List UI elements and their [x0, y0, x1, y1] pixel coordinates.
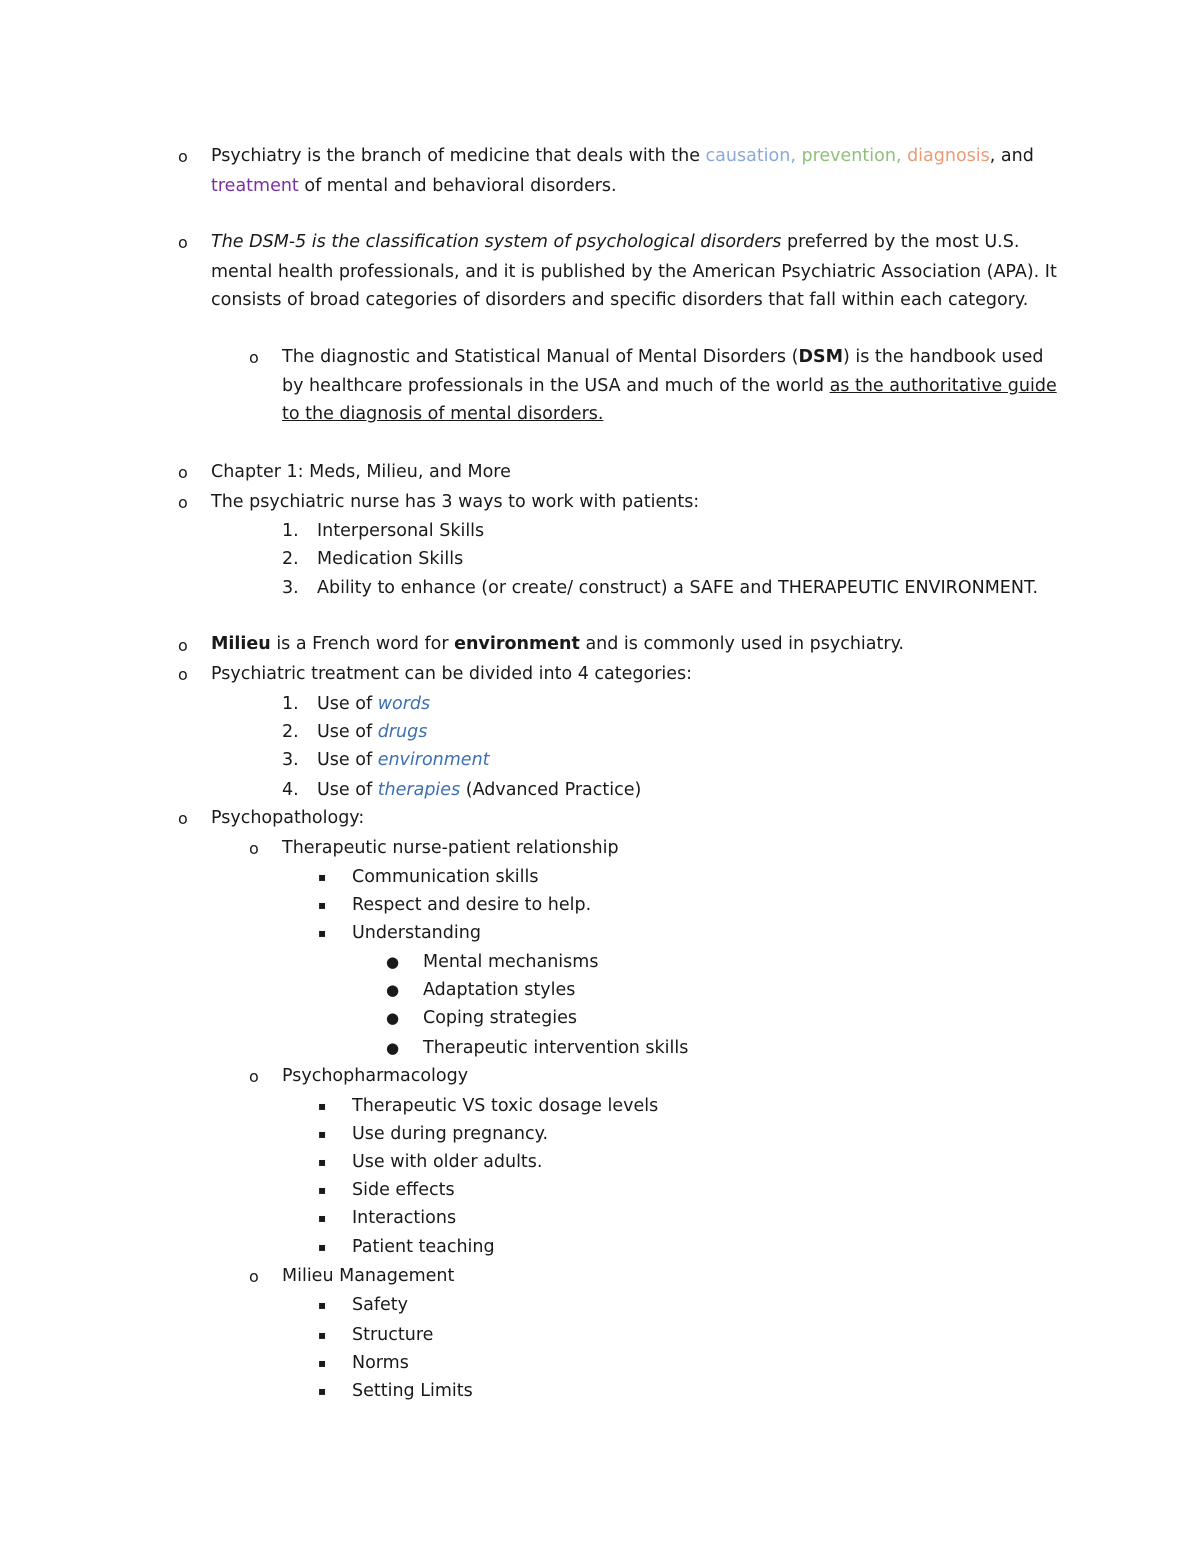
list-number: 3.: [282, 750, 299, 770]
list-item: Norms: [352, 1353, 409, 1373]
list-item: Mental mechanisms: [423, 952, 599, 972]
dsm-line3: to the diagnosis of mental disorders.: [282, 404, 604, 424]
dsm-line2: by healthcare professionals in the USA and much of the world as the authoritative guide: [282, 376, 1057, 396]
dsm5-line1: The DSM-5 is the classification system of psychological disorders preferred by the most U.S.: [211, 232, 1020, 252]
list-item: Respect and desire to help.: [352, 895, 592, 915]
square-bullet: ▪: [318, 1127, 327, 1141]
circle-bullet: o: [178, 809, 188, 828]
dsm5-line2: mental health professionals, and it is published by the American Psychiatric Association (APA). It: [211, 262, 1057, 282]
square-bullet: ▪: [318, 1155, 327, 1169]
square-bullet: ▪: [318, 1099, 327, 1113]
list-item: Interactions: [352, 1208, 457, 1228]
dot-bullet: ●: [386, 981, 400, 999]
psychiatry-definition-line1: Psychiatry is the branch of medicine that deals with the causation, prevention, diagnosis, and: [211, 146, 1034, 166]
list-item: Understanding: [352, 923, 481, 943]
square-bullet: ▪: [318, 1240, 327, 1254]
square-bullet: ▪: [318, 1356, 327, 1370]
square-bullet: ▪: [318, 1298, 327, 1312]
dsm-abbrev: DSM: [798, 347, 843, 367]
list-number: 2.: [282, 722, 299, 742]
dot-bullet: ●: [386, 1009, 400, 1027]
list-number: 2.: [282, 549, 299, 569]
dsm-line1: The diagnostic and Statistical Manual of Mental Disorders (DSM) is the handbook used: [282, 347, 1044, 367]
list-item: Structure: [352, 1325, 434, 1345]
psychopathology-title: Psychopathology:: [211, 808, 365, 828]
list-item: Therapeutic VS toxic dosage levels: [352, 1096, 659, 1116]
circle-bullet: o: [249, 1267, 259, 1286]
pharm-title: Psychopharmacology: [282, 1066, 469, 1086]
square-bullet: ▪: [318, 1328, 327, 1342]
nurse-ways-intro: The psychiatric nurse has 3 ways to work with patients:: [211, 492, 700, 512]
list-item: Medication Skills: [317, 549, 464, 569]
square-bullet: ▪: [318, 926, 327, 940]
list-number: 1.: [282, 694, 299, 714]
term-prevention: prevention,: [801, 146, 902, 166]
square-bullet: ▪: [318, 898, 327, 912]
list-number: 1.: [282, 521, 299, 541]
square-bullet: ▪: [318, 870, 327, 884]
list-item: Setting Limits: [352, 1381, 473, 1401]
list-item: Use during pregnancy.: [352, 1124, 549, 1144]
circle-bullet: o: [178, 233, 188, 252]
treatment-intro: Psychiatric treatment can be divided into 4 categories:: [211, 664, 693, 684]
list-item: Use of words: [317, 694, 431, 714]
list-item: Patient teaching: [352, 1237, 495, 1257]
psychiatry-definition-line2: treatment of mental and behavioral disorders.: [211, 176, 617, 196]
list-number: 3.: [282, 578, 299, 598]
list-item: Coping strategies: [423, 1008, 578, 1028]
dot-bullet: ●: [386, 1039, 400, 1057]
square-bullet: ▪: [318, 1211, 327, 1225]
term-causation: causation,: [705, 146, 796, 166]
milieu-mgmt-title: Milieu Management: [282, 1266, 455, 1286]
list-item: Adaptation styles: [423, 980, 576, 1000]
square-bullet: ▪: [318, 1183, 327, 1197]
list-item: Communication skills: [352, 867, 539, 887]
term-treatment: treatment: [211, 176, 299, 196]
list-item: Use with older adults.: [352, 1152, 543, 1172]
circle-bullet: o: [178, 493, 188, 512]
dot-bullet: ●: [386, 953, 400, 971]
list-number: 4.: [282, 780, 299, 800]
circle-bullet: o: [178, 636, 188, 655]
circle-bullet: o: [249, 1067, 259, 1086]
list-item: Interpersonal Skills: [317, 521, 485, 541]
circle-bullet: o: [178, 463, 188, 482]
relationship-title: Therapeutic nurse-patient relationship: [282, 838, 619, 858]
list-item: Side effects: [352, 1180, 455, 1200]
list-item: Ability to enhance (or create/ construct) a SAFE and THERAPEUTIC ENVIRONMENT.: [317, 578, 1039, 598]
circle-bullet: o: [178, 147, 188, 166]
square-bullet: ▪: [318, 1384, 327, 1398]
list-item: Use of drugs: [317, 722, 428, 742]
list-item: Use of therapies (Advanced Practice): [317, 780, 642, 800]
term-diagnosis: diagnosis: [907, 146, 990, 166]
list-item: Therapeutic intervention skills: [423, 1038, 689, 1058]
dsm5-line3: consists of broad categories of disorders and specific disorders that fall within each category.: [211, 290, 1029, 310]
circle-bullet: o: [249, 348, 259, 367]
chapter-title: Chapter 1: Meds, Milieu, and More: [211, 462, 511, 482]
milieu-definition: Milieu is a French word for environment and is commonly used in psychiatry.: [211, 634, 904, 654]
circle-bullet: o: [178, 665, 188, 684]
list-item: Safety: [352, 1295, 408, 1315]
circle-bullet: o: [249, 839, 259, 858]
list-item: Use of environment: [317, 750, 490, 770]
